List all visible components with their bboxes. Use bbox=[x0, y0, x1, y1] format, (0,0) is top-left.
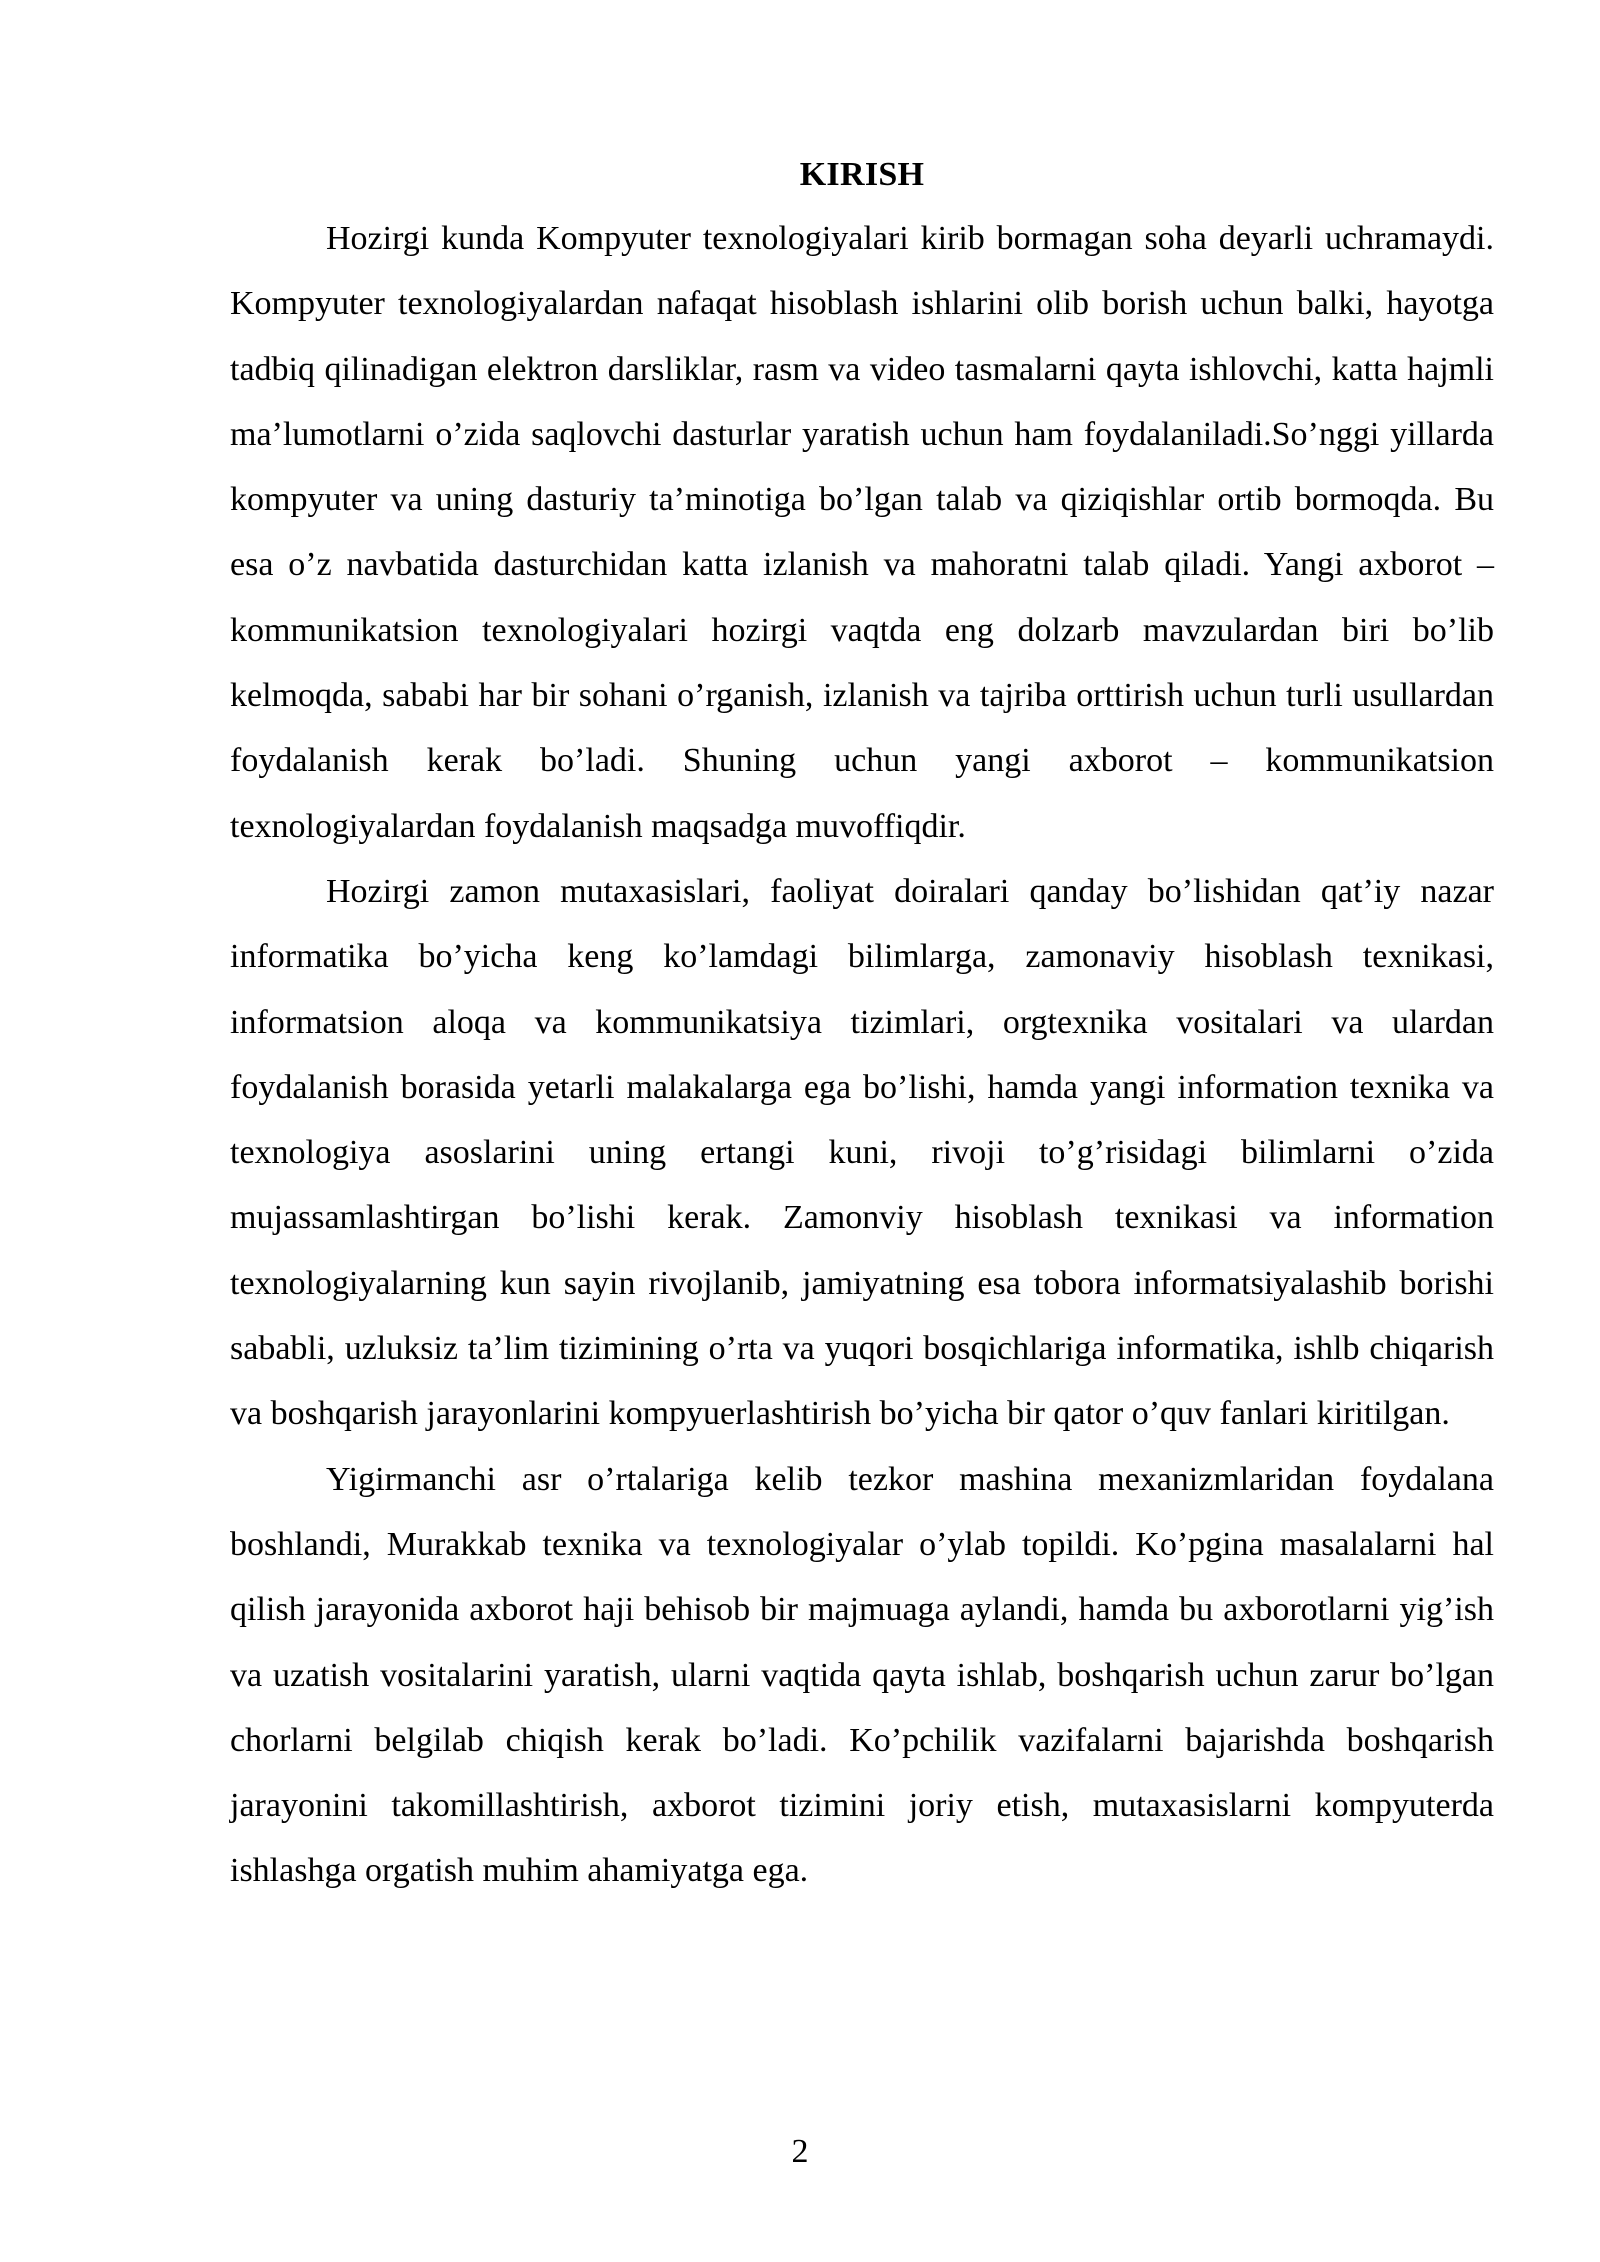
paragraph-3: Yigirmanchi asr o’rtalariga kelib tezkor mashina mexanizmlaridan foydalana boshlandi, Murakkab texnika va texnologiyalar o’ylab topildi. Ko’pgina masalalarni hal qilish jarayonida axborot haji behisob bir majmuaga aylandi, hamda bu axborotlarni yig’ish va uzatish vositalarini yaratish, ularni vaqtida qayta ishlab, boshqarish uchun zarur bo’lgan chorlarni belgilab chiqish kerak bo’ladi. Ko’pchilik vazifalarni bajarishda boshqarish jarayonini takomillashtirish, axborot tizimini joriy etish, mutaxasislarni kompyuterda ishlashga orgatish muhim ahamiyatga ega. bbox=[230, 1460, 1494, 1890]
page-title: KIRISH bbox=[799, 156, 925, 193]
page-content bbox=[230, 148, 1494, 1904]
paragraph-1: Hozirgi kunda Kompyuter texnologiyalari kirib bormagan soha deyarli uchramaydi. Kompyuter texnologiyalardan nafaqat hisoblash ishlarini olib borish uchun balki, hayotga tadbiq qilinadigan elektron darsliklar, rasm va video tasmalarni qayta ishlovchi, katta hajmli ma’lumotlarni o’zida saqlovchi dasturlar yaratish uchun ham foydalaniladi.So’nggi yillarda kompyuter va uning dasturiy ta’minotiga bo’lgan talab va qiziqishlar ortib bormoqda. Bu esa o’z navbatida dasturchidan katta izlanish va mahoratni talab qiladi. Yangi axborot – kommunikatsion texnologiyalari hozirgi vaqtda eng dolzarb mavzulardan biri bo’lib kelmoqda, sababi har bir sohani o’rganish, izlanish va tajriba orttirish uchun turli usullardan foydalanish kerak bo’ladi. Shuning uchun yangi axborot – kommunikatsion texnologiyalardan foydalanish maqsadga muvoffiqdir. bbox=[230, 220, 1494, 845]
paragraph-2: Hozirgi zamon mutaxasislari, faoliyat doiralari qanday bo’lishidan qat’iy nazar informatika bo’yicha keng ko’lamdagi bilimlarga, zamonaviy hisoblash texnikasi, informatsion aloqa va kommunikatsiya tizimlari, orgtexnika vositalari va ulardan foydalanish borasida yetarli malakalarga ega bo’lishi, hamda yangi information texnika va texnologiya asoslarini uning ertangi kuni, rivoji to’g’risidagi bilimlarni o’zida mujassamlashtirgan bo’lishi kerak. Zamonviy hisoblash texnikasi va information texnologiyalarning kun sayin rivojlanib, jamiyatning esa tobora informatsiyalashib borishi sababli, uzluksiz ta’lim tizimining o’rta va yuqori bosqichlariga informatika, ishlb chiqarish va boshqarish jarayonlarini kompyuerlashtirish bo’yicha bir qator o’quv fanlari kiritilgan. bbox=[230, 872, 1494, 1433]
page-number: 2 bbox=[791, 2133, 809, 2170]
